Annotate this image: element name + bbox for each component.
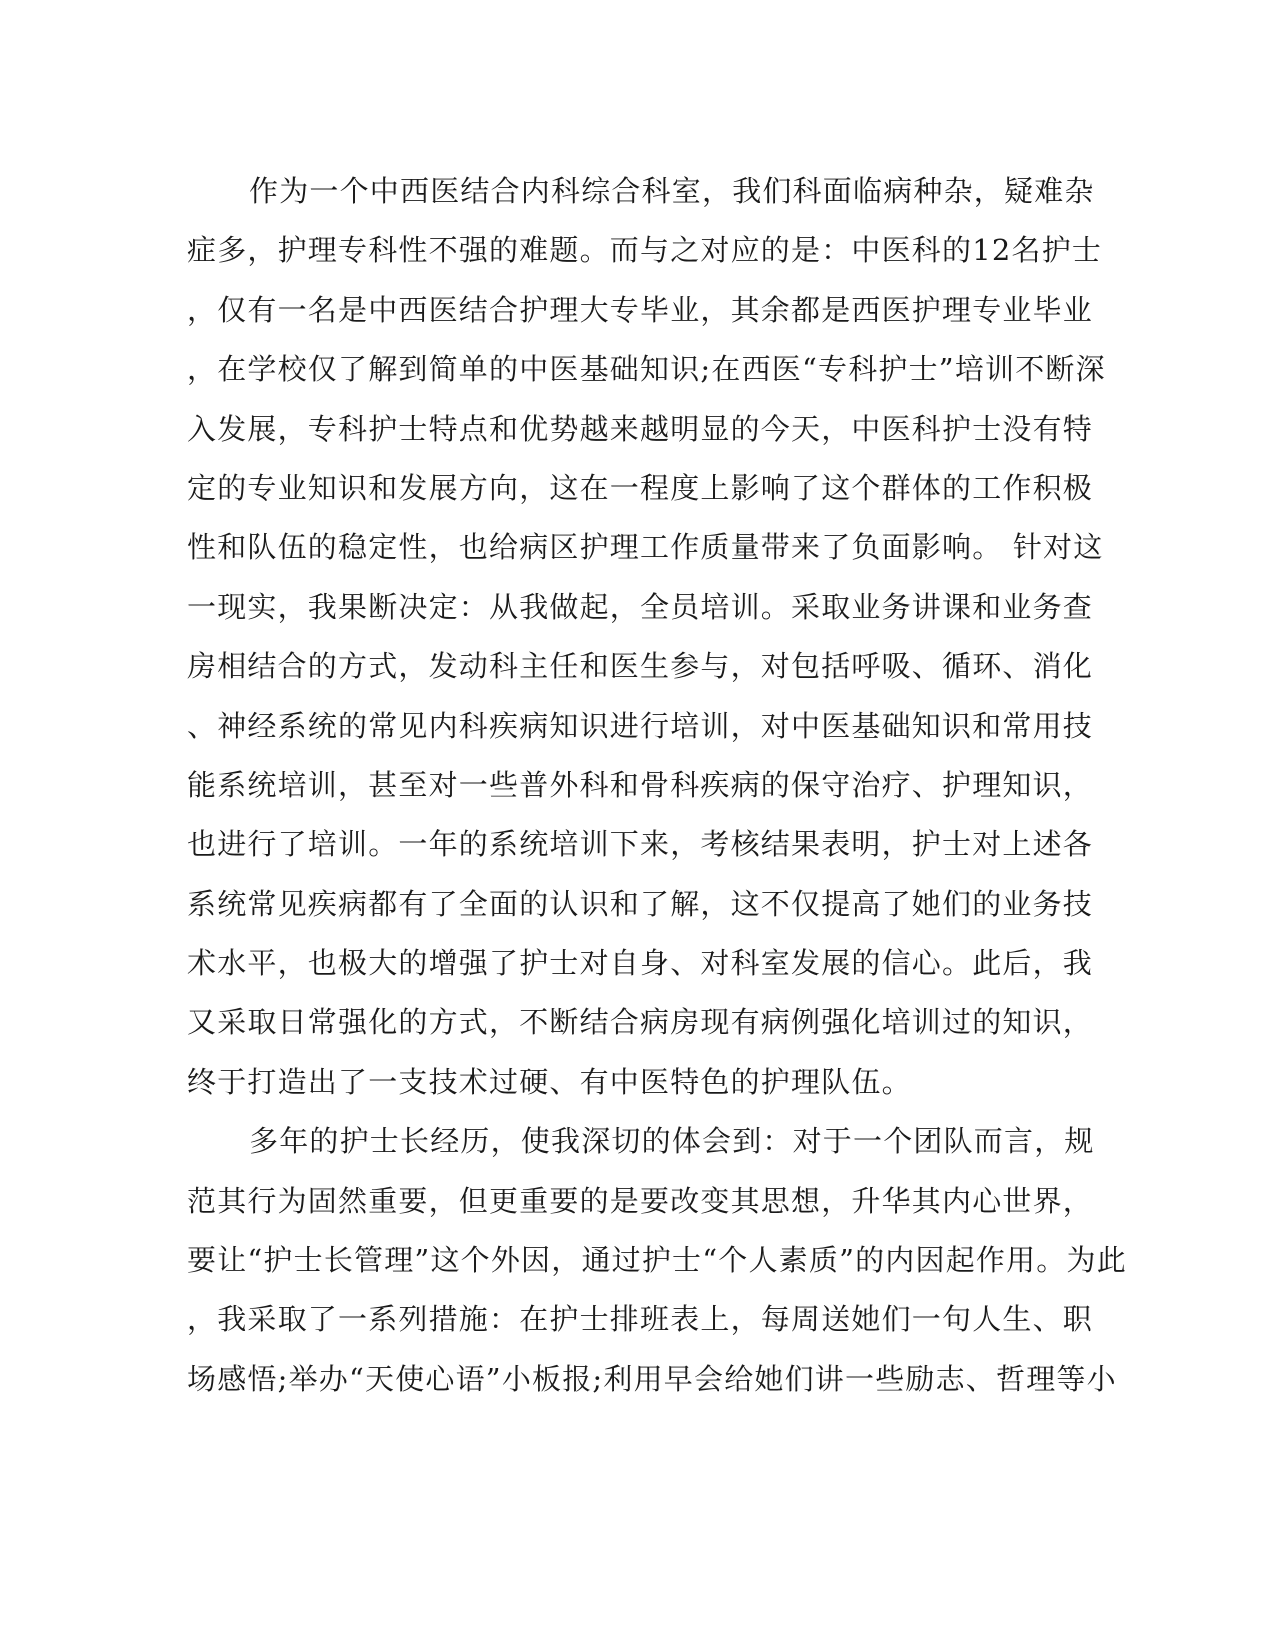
paragraph-line: 系统常见疾病都有了全面的认识和了解，这不仅提高了她们的业务技 xyxy=(187,886,1094,921)
paragraph-line: 一现实，我果断决定：从我做起，全员培训。采取业务讲课和业务查 xyxy=(187,589,1094,624)
paragraph-line: 定的专业知识和发展方向，这在一程度上影响了这个群体的工作积极 xyxy=(187,470,1094,505)
paragraph-line: 入发展，专科护士特点和优势越来越明显的今天，中医科护士没有特 xyxy=(187,411,1094,446)
paragraph-line: 又采取日常强化的方式，不断结合病房现有病例强化培训过的知识， xyxy=(187,1005,1094,1040)
paragraph-line: 多年的护士长经历，使我深切的体会到：对于一个团队而言，规 xyxy=(249,1124,1095,1159)
paragraph-line: 终于打造出了一支技术过硬、有中医特色的护理队伍。 xyxy=(187,1064,912,1099)
paragraph-1 xyxy=(187,162,1106,1112)
paragraph-line: 房相结合的方式，发动科主任和医生参与，对包括呼吸、循环、消化 xyxy=(187,649,1094,684)
paragraph-line: 作为一个中西医结合内科综合科室，我们科面临病种杂，疑难杂 xyxy=(249,174,1095,208)
paragraph-line: 能系统培训，甚至对一些普外科和骨科疾病的保守治疗、护理知识， xyxy=(187,767,1094,802)
paragraph-line: 也进行了培训。一年的系统培训下来，考核结果表明，护士对上述各 xyxy=(187,827,1094,862)
paragraph-line: 范其行为固然重要，但更重要的是要改变其思想，升华其内心世界， xyxy=(187,1183,1094,1218)
paragraph-2 xyxy=(187,1112,1127,1409)
paragraph-line: 要让“护士长管理”这个外因，通过护士“个人素质”的内因起作用。为此 xyxy=(187,1243,1127,1278)
paragraph-line: ，我采取了一系列措施：在护士排班表上，每周送她们一句人生、职 xyxy=(187,1302,1094,1337)
paragraph-line: 症多，护理专科性不强的难题。而与之对应的是：中医科的12名护士 xyxy=(187,233,1103,268)
paragraph-line: 、神经系统的常见内科疾病知识进行培训，对中医基础知识和常用技 xyxy=(187,708,1094,743)
paragraph-line: 场感悟;举办“天使心语”小板报;利用早会给她们讲一些励志、哲理等小 xyxy=(187,1361,1117,1396)
body-text xyxy=(187,162,1127,1409)
paragraph-line: ，在学校仅了解到简单的中医基础知识;在西医“专科护士”培训不断深 xyxy=(187,352,1106,387)
paragraph-line: 性和队伍的稳定性，也给病区护理工作质量带来了负面影响。 针对这 xyxy=(187,530,1104,565)
paragraph-line: 术水平，也极大的增强了护士对自身、对科室发展的信心。此后，我 xyxy=(187,946,1094,981)
paragraph-line: ，仅有一名是中西医结合护理大专毕业，其余都是西医护理专业毕业 xyxy=(187,292,1094,327)
